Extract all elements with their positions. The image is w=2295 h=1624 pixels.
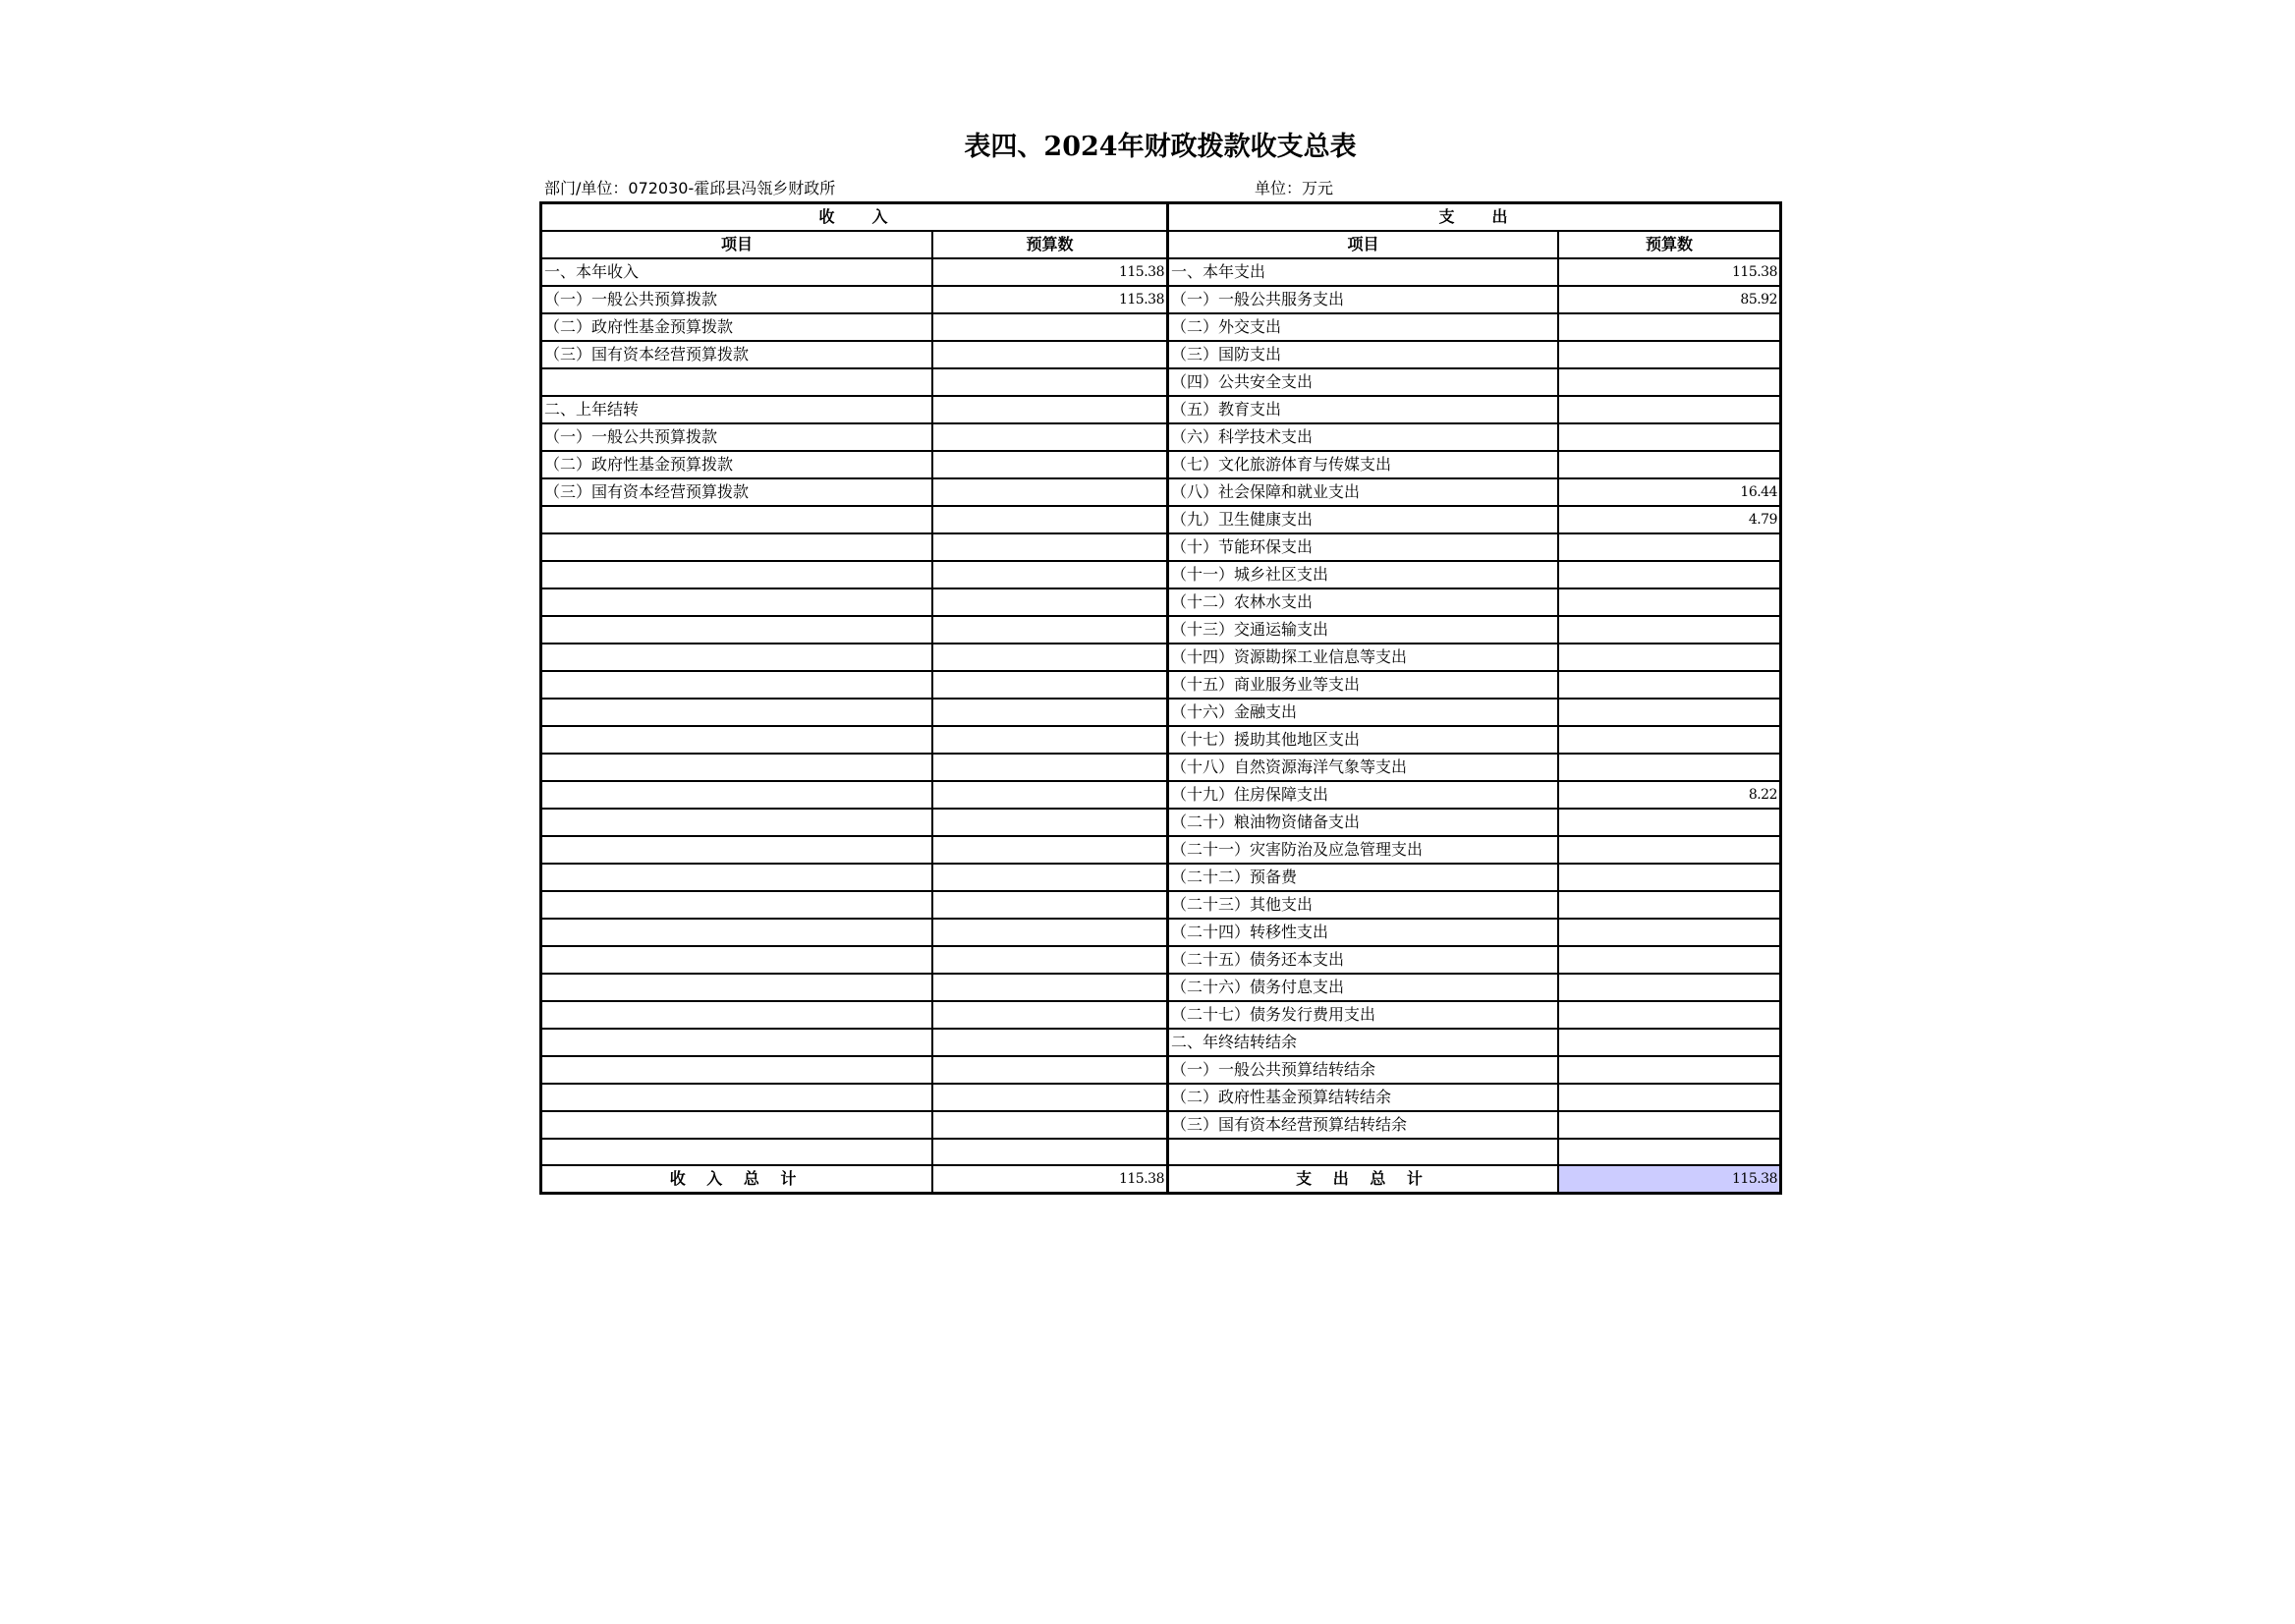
table-row	[541, 919, 1781, 946]
income-amount-cell	[932, 368, 1167, 396]
expense-item-cell: （二十）粮油物资储备支出	[1167, 809, 1558, 836]
expense-item-cell: （二十六）债务付息支出	[1167, 974, 1558, 1001]
expense-item-cell: （十九）住房保障支出	[1167, 781, 1558, 809]
income-amount-cell	[932, 891, 1167, 919]
table-row	[541, 1084, 1781, 1111]
expense-item-header: 项目	[1167, 231, 1558, 258]
expense-amount-cell	[1558, 754, 1780, 781]
income-total-amount: 115.38	[932, 1165, 1167, 1194]
expense-amount-cell	[1558, 1084, 1780, 1111]
income-item-cell: （三）国有资本经营预算拨款	[541, 478, 933, 506]
table-row	[541, 1056, 1781, 1084]
income-amount-cell	[932, 974, 1167, 1001]
expense-item-cell: （二十五）债务还本支出	[1167, 946, 1558, 974]
expense-item-cell: （四）公共安全支出	[1167, 368, 1558, 396]
expense-amount-cell	[1558, 946, 1780, 974]
income-band-header: 收 入	[541, 203, 1168, 232]
income-item-cell	[541, 368, 933, 396]
expense-amount-cell	[1558, 1001, 1780, 1029]
table-row	[541, 258, 1781, 286]
expense-amount-cell	[1558, 1139, 1780, 1165]
expense-item-cell: （三）国防支出	[1167, 341, 1558, 368]
income-item-cell	[541, 864, 933, 891]
income-amount-cell	[932, 671, 1167, 699]
income-amount-cell	[932, 423, 1167, 451]
income-amount-cell	[932, 919, 1167, 946]
income-amount-cell	[932, 836, 1167, 864]
income-item-cell	[541, 644, 933, 671]
table-row	[541, 1001, 1781, 1029]
expense-amount-cell: 85.92	[1558, 286, 1780, 313]
income-item-cell: 二、上年结转	[541, 396, 933, 423]
income-amount-cell	[932, 341, 1167, 368]
income-item-cell	[541, 671, 933, 699]
expense-item-cell: （三）国有资本经营预算结转结余	[1167, 1111, 1558, 1139]
expense-item-cell: （九）卫生健康支出	[1167, 506, 1558, 533]
expense-amount-cell	[1558, 588, 1780, 616]
expense-item-cell: （十四）资源勘探工业信息等支出	[1167, 644, 1558, 671]
expense-item-cell: （十一）城乡社区支出	[1167, 561, 1558, 588]
expense-item-cell: （十二）农林水支出	[1167, 588, 1558, 616]
expense-item-cell: （六）科学技术支出	[1167, 423, 1558, 451]
table-row	[541, 478, 1781, 506]
table-row	[541, 836, 1781, 864]
expense-amount-cell	[1558, 616, 1780, 644]
income-amount-cell	[932, 754, 1167, 781]
income-item-cell	[541, 588, 933, 616]
table-row	[541, 1139, 1781, 1165]
income-item-cell	[541, 699, 933, 726]
income-total-label: 收 入 总 计	[541, 1165, 933, 1194]
expense-amount-cell	[1558, 396, 1780, 423]
income-item-cell	[541, 533, 933, 561]
expense-band-header: 支 出	[1167, 203, 1780, 232]
income-amount-cell	[932, 313, 1167, 341]
income-amount-cell	[932, 478, 1167, 506]
income-amount-cell	[932, 506, 1167, 533]
income-item-cell	[541, 781, 933, 809]
income-amount-cell	[932, 1001, 1167, 1029]
table-row	[541, 671, 1781, 699]
expense-total-label: 支 出 总 计	[1167, 1165, 1558, 1194]
expense-amount-cell	[1558, 699, 1780, 726]
income-item-cell	[541, 754, 933, 781]
expense-item-cell: （一）一般公共服务支出	[1167, 286, 1558, 313]
income-amount-cell	[932, 809, 1167, 836]
expense-amount-cell	[1558, 1111, 1780, 1139]
expense-amount-cell	[1558, 423, 1780, 451]
income-item-cell: 一、本年收入	[541, 258, 933, 286]
income-amount-cell	[932, 726, 1167, 754]
expense-item-cell	[1167, 1139, 1558, 1165]
table-row	[541, 644, 1781, 671]
income-amount-cell	[932, 588, 1167, 616]
expense-item-cell: （一）一般公共预算结转结余	[1167, 1056, 1558, 1084]
income-amount-cell: 115.38	[932, 286, 1167, 313]
expense-item-cell: （二十四）转移性支出	[1167, 919, 1558, 946]
expense-amount-cell	[1558, 919, 1780, 946]
expense-item-cell: （十）节能环保支出	[1167, 533, 1558, 561]
expense-amount-cell	[1558, 368, 1780, 396]
table-row	[541, 616, 1781, 644]
expense-item-cell: （二十二）预备费	[1167, 864, 1558, 891]
expense-amount-cell	[1558, 451, 1780, 478]
unit-label: 单位：万元	[1255, 179, 1334, 197]
income-amount-cell	[932, 1056, 1167, 1084]
expense-amount-cell	[1558, 974, 1780, 1001]
table-row	[541, 781, 1781, 809]
income-amount-cell	[932, 396, 1167, 423]
income-amount-cell	[932, 1084, 1167, 1111]
expense-item-cell: （二十一）灾害防治及应急管理支出	[1167, 836, 1558, 864]
income-item-cell	[541, 1111, 933, 1139]
expense-item-cell: （十三）交通运输支出	[1167, 616, 1558, 644]
income-amount-cell	[932, 864, 1167, 891]
expense-item-cell: （十八）自然资源海洋气象等支出	[1167, 754, 1558, 781]
department-label: 部门/单位：072030-霍邱县冯瓴乡财政所	[544, 179, 836, 197]
table-row	[541, 754, 1781, 781]
table-row	[541, 368, 1781, 396]
expense-item-cell: （七）文化旅游体育与传媒支出	[1167, 451, 1558, 478]
expense-amount-cell: 16.44	[1558, 478, 1780, 506]
expense-amount-cell	[1558, 836, 1780, 864]
expense-item-cell: 二、年终结转结余	[1167, 1029, 1558, 1056]
table-row	[541, 561, 1781, 588]
income-amount-cell: 115.38	[932, 258, 1167, 286]
table-row	[541, 423, 1781, 451]
income-amount-cell	[932, 561, 1167, 588]
expense-item-cell: （二十三）其他支出	[1167, 891, 1558, 919]
income-amount-cell	[932, 699, 1167, 726]
expense-amount-cell	[1558, 341, 1780, 368]
income-item-cell: （二）政府性基金预算拨款	[541, 451, 933, 478]
income-item-cell	[541, 1001, 933, 1029]
income-item-cell	[541, 974, 933, 1001]
table-row	[541, 726, 1781, 754]
table-row	[541, 1029, 1781, 1056]
table-row	[541, 313, 1781, 341]
income-amount-cell	[932, 1139, 1167, 1165]
income-item-cell	[541, 1029, 933, 1056]
income-item-cell	[541, 561, 933, 588]
expense-item-cell: （二）政府性基金预算结转结余	[1167, 1084, 1558, 1111]
income-amount-cell	[932, 451, 1167, 478]
table-row	[541, 699, 1781, 726]
expense-amount-cell	[1558, 864, 1780, 891]
table-row	[541, 451, 1781, 478]
expense-amount-cell	[1558, 313, 1780, 341]
expense-amount-cell	[1558, 726, 1780, 754]
table-row	[541, 396, 1781, 423]
expense-item-cell: （五）教育支出	[1167, 396, 1558, 423]
income-amount-header: 预算数	[932, 231, 1167, 258]
income-amount-cell	[932, 781, 1167, 809]
expense-amount-cell: 4.79	[1558, 506, 1780, 533]
expense-item-cell: （二）外交支出	[1167, 313, 1558, 341]
income-item-cell	[541, 726, 933, 754]
page-title: 表四、2024年财政拨款收支总表	[964, 132, 1357, 162]
expense-item-cell: 一、本年支出	[1167, 258, 1558, 286]
table-row	[541, 286, 1781, 313]
expense-item-cell: （十七）援助其他地区支出	[1167, 726, 1558, 754]
income-item-cell	[541, 506, 933, 533]
table-row	[541, 506, 1781, 533]
income-item-cell: （一）一般公共预算拨款	[541, 423, 933, 451]
income-amount-cell	[932, 1111, 1167, 1139]
expense-item-cell: （十五）商业服务业等支出	[1167, 671, 1558, 699]
expense-amount-cell	[1558, 891, 1780, 919]
expense-total-amount: 115.38	[1558, 1165, 1780, 1194]
income-item-header: 项目	[541, 231, 933, 258]
band-header-row	[541, 203, 1781, 232]
expense-amount-cell	[1558, 1029, 1780, 1056]
expense-amount-cell: 8.22	[1558, 781, 1780, 809]
income-item-cell	[541, 946, 933, 974]
totals-row	[541, 1165, 1781, 1194]
expense-amount-cell	[1558, 809, 1780, 836]
expense-amount-cell	[1558, 561, 1780, 588]
table-row	[541, 891, 1781, 919]
income-amount-cell	[932, 644, 1167, 671]
income-item-cell: （三）国有资本经营预算拨款	[541, 341, 933, 368]
income-item-cell	[541, 616, 933, 644]
income-amount-cell	[932, 616, 1167, 644]
table-row	[541, 588, 1781, 616]
expense-item-cell: （二十七）债务发行费用支出	[1167, 1001, 1558, 1029]
income-amount-cell	[932, 1029, 1167, 1056]
expense-amount-cell: 115.38	[1558, 258, 1780, 286]
expense-amount-cell	[1558, 533, 1780, 561]
income-item-cell	[541, 891, 933, 919]
column-header-row	[541, 231, 1781, 258]
expense-item-cell: （八）社会保障和就业支出	[1167, 478, 1558, 506]
expense-amount-cell	[1558, 1056, 1780, 1084]
expense-amount-cell	[1558, 644, 1780, 671]
income-item-cell: （二）政府性基金预算拨款	[541, 313, 933, 341]
table-row	[541, 864, 1781, 891]
table-row	[541, 809, 1781, 836]
expense-amount-cell	[1558, 671, 1780, 699]
table-row	[541, 533, 1781, 561]
budget-summary-table	[539, 201, 1782, 1195]
income-item-cell	[541, 809, 933, 836]
expense-item-cell: （十六）金融支出	[1167, 699, 1558, 726]
expense-amount-header: 预算数	[1558, 231, 1780, 258]
income-item-cell	[541, 919, 933, 946]
income-item-cell	[541, 836, 933, 864]
table-row	[541, 946, 1781, 974]
income-item-cell	[541, 1056, 933, 1084]
table-row	[541, 1111, 1781, 1139]
table-row	[541, 341, 1781, 368]
income-item-cell	[541, 1084, 933, 1111]
income-item-cell	[541, 1139, 933, 1165]
income-item-cell: （一）一般公共预算拨款	[541, 286, 933, 313]
income-amount-cell	[932, 533, 1167, 561]
income-amount-cell	[932, 946, 1167, 974]
table-row	[541, 974, 1781, 1001]
